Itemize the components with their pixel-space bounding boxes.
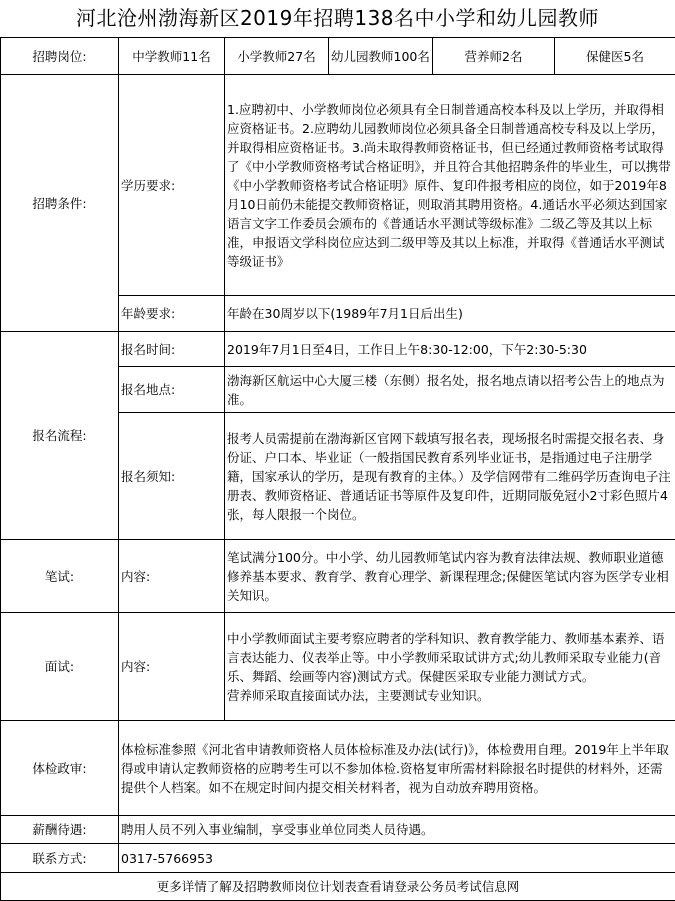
notice-text: 报考人员需提前在渤海新区官网下载填写报名表，现场报名时需提交报名表、身份证、户口本、毕业证（一般指国民教育系列毕业证书，是指通过电子注册学籍，国家承认的学历，是现有教育的主体。）及学信网带有二维码学历查询电子注册表、教师资格证、普通话证书等原件及复印件，近期同版免冠小2寸彩色照片4张，每人限报一个岗位。 (225, 413, 675, 540)
interview-content-text: 中小学教师面试主要考察应聘者的学科知识、教育教学能力、教师基本素养、语言表达能力、仪表举止等。中小学教师采取试讲方式;幼儿教师采取专业能力(音乐、舞蹈、绘画等内容)测试方式。保健医采取专业能力测试方式。 (227, 629, 673, 686)
contact-label: 联系方式: (1, 844, 119, 873)
position-health-doctor: 保健医5名 (555, 38, 675, 75)
written-label: 笔试: (1, 540, 119, 613)
interview-row (1, 613, 675, 721)
medical-label: 体检政审: (1, 721, 119, 816)
time-row (1, 332, 675, 367)
education-text: 1.应聘初中、小学教师岗位必须具有全日制普通高校本科及以上学历，并取得相应资格证书。2.应聘幼儿园教师岗位必须具备全日制普通高校专科及以上学历，并取得相应资格证书。3.尚未取得教师资格证书，但已经通过教师资格考试取得了《中小学教师资格考试合格证明》，并且符合其他招聘条件的毕业生，可以携带《中小学教师资格考试合格证明》原件、复印件报考相应的岗位，如于2019年8月10日前仍未能提交教师资格证，则取消其聘用资格。4.通话水平必须达到国家语言文字工作委员会颁布的《普通话水平测试等级标准》二级乙等及其以上标准，申报语文学科岗位应达到二级甲等及其以上标准，并取得《普通话水平测试等级证书》 (225, 75, 675, 296)
written-content-text: 笔试满分100分。中小学、幼儿园教师笔试内容为教育法律法规、教师职业道德修养基本要求、教育学、教育心理学、新课程理念;保健医笔试内容为医学专业相关知识。 (225, 540, 675, 613)
medical-text: 体检标准参照《河北省申请教师资格人员体检标准及办法(试行)》，体检费用自理。2019年上半年取得或申请认定教师资格的应聘考生可以不参加体检.资格复审所需材料除报名时提供的材料外，还需提供个人档案。如不在规定时间内提交相关材料者，视为自动放弃聘用资格。 (119, 721, 675, 816)
recruitment-table (0, 37, 675, 901)
written-content-label: 内容: (119, 540, 225, 613)
education-row (1, 75, 675, 296)
time-label: 报名时间: (119, 332, 225, 367)
conditions-label: 招聘条件: (1, 75, 119, 332)
salary-text: 聘用人员不列入事业编制，享受事业单位同类人员待遇。 (119, 816, 675, 844)
contact-row (1, 844, 675, 873)
page-title: 河北沧州渤海新区2019年招聘138名中小学和幼儿园教师 (0, 0, 675, 37)
positions-label: 招聘岗位: (1, 38, 119, 75)
interview-label: 面试: (1, 613, 119, 721)
salary-label: 薪酬待遇: (1, 816, 119, 844)
process-label: 报名流程: (1, 332, 119, 540)
notice-label: 报名须知: (119, 413, 225, 540)
contact-text: 0317-5766953 (119, 844, 675, 873)
written-row (1, 540, 675, 613)
footer-row (1, 873, 675, 901)
time-text: 2019年7月1日至4日，工作日上午8:30-12:00，下午2:30-5:30 (225, 332, 675, 367)
position-nutritionist: 营养师2名 (433, 38, 555, 75)
position-primary-school: 小学教师27名 (225, 38, 329, 75)
salary-row (1, 816, 675, 844)
interview-content-label: 内容: (119, 613, 225, 721)
interview-content (225, 613, 675, 721)
age-label: 年龄要求: (119, 296, 225, 332)
footer-text: 更多详情了解及招聘教师岗位计划表查看请登录公务员考试信息网 (1, 873, 675, 901)
positions-row (1, 38, 675, 75)
place-text: 渤海新区航运中心大厦三楼（东侧）报名处，报名地点请以招考公告上的地点为准。 (225, 367, 675, 413)
education-label: 学历要求: (119, 75, 225, 296)
position-middle-school: 中学教师11名 (119, 38, 225, 75)
age-text: 年龄在30周岁以下(1989年7月1日后出生) (225, 296, 675, 332)
medical-row (1, 721, 675, 816)
interview-content-text-2: 营养师采取直接面试办法，主要测试专业知识。 (227, 686, 673, 705)
position-kindergarten: 幼儿园教师100名 (329, 38, 433, 75)
place-label: 报名地点: (119, 367, 225, 413)
